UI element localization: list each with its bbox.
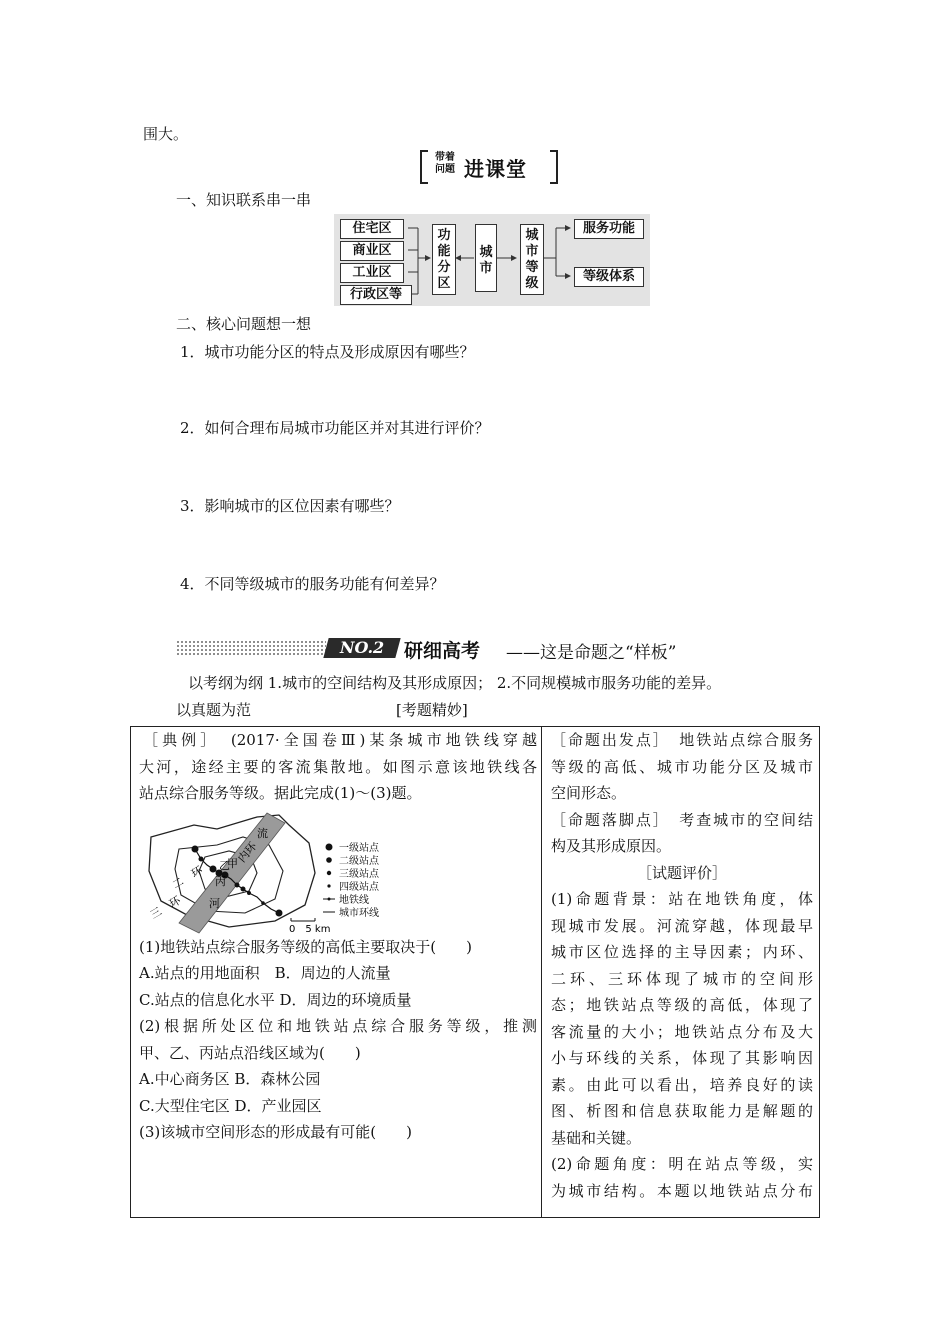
- subway-map-figure: [139, 809, 539, 934]
- analysis-line: 构及其形成原因。: [551, 837, 672, 855]
- map-station-yi: 乙: [219, 858, 230, 872]
- map-scale: 0 5 km: [289, 923, 331, 934]
- analysis-line: 二环、三环体现了城市的空间形: [551, 969, 813, 988]
- knowledge-diagram: [334, 214, 650, 306]
- analysis-line: 空间形态。: [551, 784, 627, 802]
- banner-subtitle: ——这是命题之“样板”: [506, 643, 677, 663]
- analysis-line: 城市区位选择的主导因素；内环、: [551, 943, 813, 961]
- badge-bracket-right: [550, 150, 558, 184]
- outline-true-question: 以真题为范: [176, 701, 252, 719]
- question-4: 4．不同等级城市的服务功能有何差异？: [180, 575, 445, 593]
- outline-exam-label: [考题精妙]: [396, 701, 468, 719]
- q1-options-ab: A.站点的用地面积 B．周边的人流量: [139, 964, 391, 982]
- example-line-3: 站点综合服务等级。据此完成(1)～(3)题。: [139, 784, 422, 802]
- q2-options-ab: A.中心商务区 B．森林公园: [139, 1070, 321, 1088]
- badge-bracket-left: [420, 150, 428, 184]
- diagram-box-hierarchy: 等级体系: [574, 267, 644, 287]
- map-station-bing: 丙: [215, 874, 226, 888]
- question-3: 3．影响城市的区位因素有哪些？: [180, 497, 400, 515]
- question-2: 2．如何合理布局城市功能区并对其进行评价？: [180, 419, 490, 437]
- legend-level3: 三级站点: [339, 868, 379, 880]
- analysis-line: ［命题出发点］ 地铁站点综合服务: [551, 731, 813, 749]
- q3-stem: (3)该城市空间形态的形成最有可能( ): [139, 1123, 412, 1141]
- diagram-box-industrial: 工业区: [340, 263, 404, 283]
- section-banner: [176, 636, 736, 662]
- map-river-char: 河: [209, 896, 220, 910]
- analysis-line: 小与环线的关系，体现了其影响因: [551, 1049, 813, 1067]
- analysis-heading: ［试题评价］: [636, 863, 727, 882]
- analysis-line: 现城市发展。河流穿越，体现最早: [551, 916, 813, 935]
- badge-title: 进课堂: [464, 157, 527, 181]
- q1-options-cd: C.站点的信息化水平 D．周边的环境质量: [139, 990, 412, 1009]
- analysis-line: 图、析图和信息获取能力是解题的: [551, 1102, 813, 1120]
- analysis-line: (2)命题角度：明在站点等级，实: [551, 1155, 813, 1173]
- subway-map: [139, 809, 539, 934]
- outline-line1: 以考纲为纲 1.城市的空间结构及其形成原因； 2.不同规模城市服务功能的差异。: [188, 674, 722, 692]
- example-line-2: 大河，途经主要的客流集散地。如图示意该地铁线各: [139, 757, 537, 776]
- legend-ring-road: 城市环线: [339, 907, 379, 919]
- diagram-box-administrative: 行政区等: [340, 285, 412, 305]
- map-inner-ring: 内环: [235, 839, 260, 865]
- q2-stem-2: 甲、乙、丙站点沿线区域为( ): [139, 1043, 361, 1062]
- analysis-line: 基础和关键。: [551, 1128, 642, 1147]
- diagram-box-commercial: 商业区: [340, 241, 404, 261]
- q2-options-cd: C.大型住宅区 D．产业园区: [139, 1096, 322, 1115]
- diagram-box-service-function: 服务功能: [574, 219, 644, 239]
- section2-title: 二、核心问题想一想: [176, 315, 312, 333]
- legend-level1: 一级站点: [339, 842, 379, 854]
- banner-number: NO.2: [323, 638, 400, 658]
- table-divider: [541, 727, 542, 1217]
- example-line-1: ［典例］ (2017·全国卷Ⅲ)某条城市地铁线穿越: [143, 731, 537, 749]
- diagram-box-residential: 住宅区: [340, 219, 404, 239]
- q1-stem: (1)地铁站点综合服务等级的高低主要取决于( ): [139, 937, 472, 956]
- exam-table: [130, 726, 820, 1218]
- diagram-box-city-level: 城市等级: [520, 224, 544, 295]
- analysis-line: 客流量的大小；地铁站点分布及大: [551, 1022, 813, 1041]
- map-station-jia: 甲: [227, 856, 238, 870]
- badge-small-text: 带着 问题: [435, 152, 455, 175]
- analysis-line: ［命题落脚点］ 考查城市的空间结: [551, 810, 813, 829]
- diagram-box-functional-zones: 功能分区: [432, 224, 456, 295]
- banner-dots: [176, 640, 326, 656]
- map-river-char2: 流: [257, 826, 268, 840]
- map-ring-2: 二 环: [170, 863, 206, 892]
- section-badge: [420, 150, 558, 182]
- analysis-line: 态；地铁站点等级的高低，体现了: [551, 996, 813, 1014]
- legend-level4: 四级站点: [339, 881, 379, 893]
- left-column: [139, 727, 537, 1146]
- analysis-line: 素。由此可以看出，培养良好的读: [551, 1075, 813, 1094]
- question-1: 1．城市功能分区的特点及形成原因有哪些？: [180, 343, 475, 361]
- banner-title: 研细高考: [404, 640, 481, 662]
- analysis-line: (1)命题背景：站在地铁角度，体: [551, 890, 813, 908]
- diagram-box-city: 城市: [475, 224, 497, 292]
- legend-level2: 二级站点: [339, 855, 379, 867]
- continued-text: 围大。: [143, 125, 189, 143]
- map-ring-3: 三 环: [148, 893, 184, 922]
- legend-subway-line: 地铁线: [339, 894, 369, 906]
- right-column: [551, 727, 813, 1204]
- analysis-line: 为城市结构。本题以地铁站点分布: [551, 1181, 813, 1200]
- analysis-line: 等级的高低、城市功能分区及城市: [551, 757, 813, 776]
- q2-stem-1: (2)根据所处区位和地铁站点综合服务等级，推测: [139, 1017, 537, 1035]
- section1-title: 一、知识联系串一串: [176, 191, 312, 209]
